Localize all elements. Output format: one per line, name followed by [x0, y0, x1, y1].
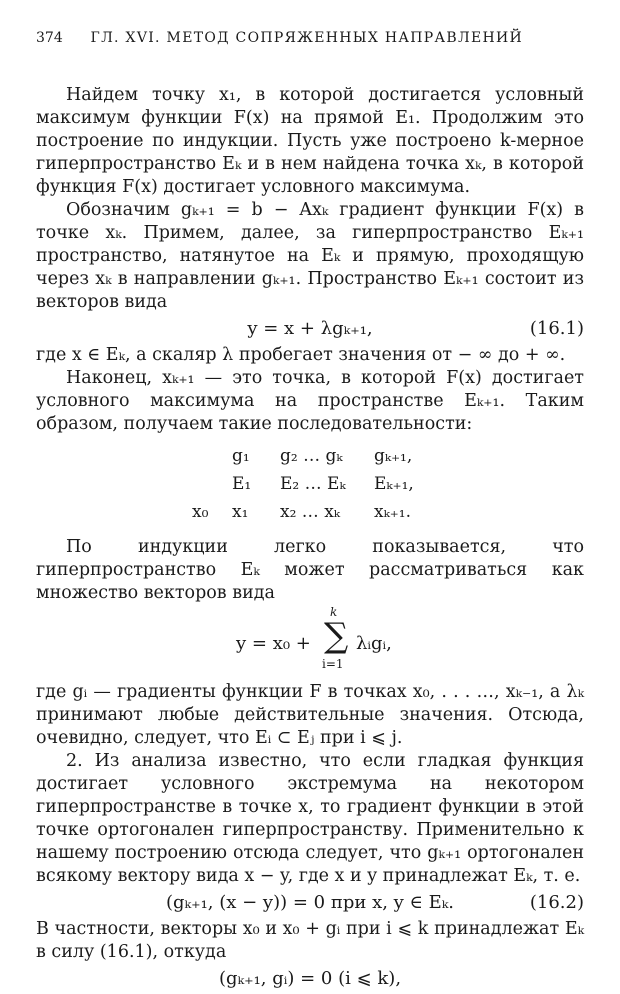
seq-cell: E₂ … Eₖ [280, 474, 346, 494]
sum-upper-limit: k [330, 605, 338, 619]
running-title: ГЛ. XVI. МЕТОД СОПРЯЖЕННЫХ НАПРАВЛЕНИЙ [90, 30, 524, 46]
paragraph-6: где gᵢ — градиенты функции F в точках x₀, . . . …, xₖ₋₁, а λₖ принимают любые действительные значения. Отсюда, очевидно, следует, что Eᵢ ⊂ Eⱼ при i ⩽ j. [36, 682, 584, 748]
sum-symbol: ∑ [324, 616, 349, 656]
sequence-table [36, 442, 584, 526]
paragraph-8: В частности, векторы x₀ и x₀ + gᵢ при i ⩽ k принадлежат Eₖ в силу (16.1), откуда [36, 919, 584, 962]
equation-16-2-number: (16.2) [529, 892, 584, 913]
seq-cell: x₂ … xₖ [280, 502, 340, 522]
equation-16-2-body: (gₖ₊₁, (x − y)) = 0 при x, y ∈ Eₖ. [165, 892, 455, 913]
paragraph-2: Обозначим gₖ₊₁ = b − Axₖ градиент функции F(x) в точке xₖ. Примем, далее, за гиперпространство Eₖ₊₁ пространство, натянутое на Eₖ и прямую, проходящую через xₖ в направлении gₖ₊₁. Пространство Eₖ₊₁ состоит из векторов вида [36, 200, 584, 312]
seq-cell: x₁ [232, 502, 249, 522]
paragraph-3: где x ∈ Eₖ, а скаляр λ пробегает значения от − ∞ до + ∞. [36, 345, 566, 365]
text-body [36, 84, 584, 994]
sequence-row-gradients [36, 442, 584, 470]
paragraph-7: 2. Из анализа известно, что если гладкая функция достигает условного экстремума на некотором гиперпространстве в точке x, то градиент функции в этой точке ортогонален гиперпространству. Применительно к нашему построению отсюда следует, что gₖ₊₁ ортогонален всякому вектору вида x − y, где x и y принадлежат Eₖ, т. е. [36, 751, 584, 886]
equation-16-1 [36, 314, 584, 344]
paragraph-4: Наконец, xₖ₊₁ — это точка, в которой F(x) достигает условного максимума на пространстве Eₖ₊₁. Таким образом, получаем такие последовательности: [36, 368, 584, 434]
page-number: 374 [36, 30, 63, 46]
equation-16-2 [36, 888, 584, 918]
seq-cell: g₂ … gₖ [280, 446, 343, 466]
sum-equation [36, 605, 584, 681]
equation-final-body: (gₖ₊₁, gᵢ) = 0 (i ⩽ k), [218, 968, 402, 989]
seq-cell: gₖ₊₁, [374, 446, 413, 466]
paragraph-1: Найдем точку x₁, в которой достигается условный максимум функции F(x) на прямой E₁. Продолжим это построение по индукции. Пусть уже построено k-мерное гиперпространство Eₖ и в нем найдена точка xₖ, в которой функция F(x) достигает условного максимума. [36, 85, 584, 197]
sum-equation-rhs: λᵢgᵢ, [356, 633, 392, 654]
seq-cell: Eₖ₊₁, [374, 474, 414, 494]
equation-16-1-body: y = x + λgₖ₊₁, [247, 318, 373, 339]
running-header [36, 30, 584, 56]
paragraph-5: По индукции легко показывается, что гиперпространство Eₖ может рассматриваться как множество векторов вида [36, 537, 584, 603]
sum-equation-lhs: y = x₀ + [236, 633, 311, 654]
seq-cell: xₖ₊₁. [374, 502, 411, 522]
sequence-row-points [36, 498, 584, 526]
equation-16-1-number: (16.1) [529, 318, 584, 339]
seq-cell: E₁ [232, 474, 252, 494]
seq-cell: x₀ [192, 502, 209, 522]
sum-lower-limit: i=1 [322, 657, 344, 671]
sequence-row-spaces [36, 470, 584, 498]
seq-cell: g₁ [232, 446, 250, 466]
